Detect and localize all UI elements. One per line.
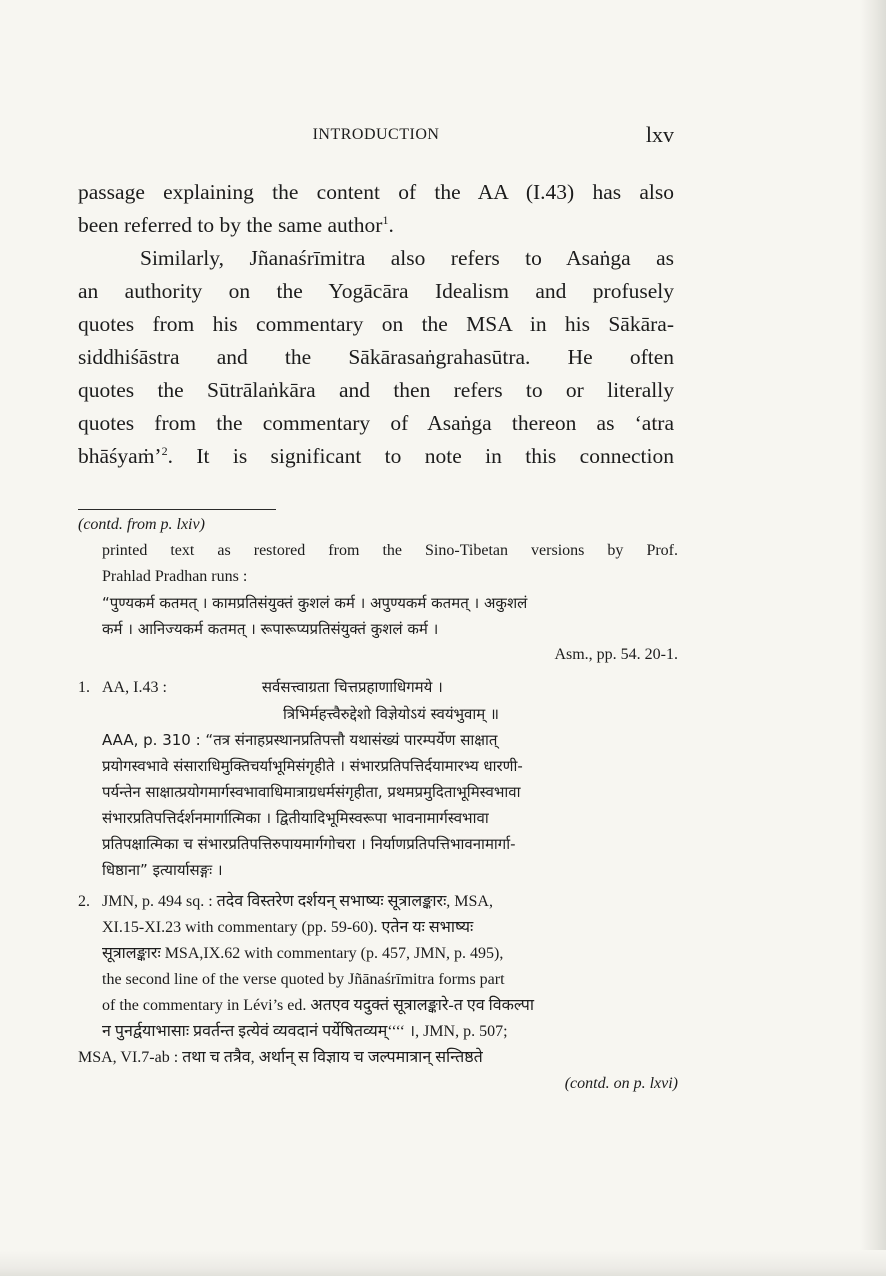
footnote-line: of the commentary in Lévi’s ed. अतएव यदुक्तं सूत्रालङ्कारे-त एव विकल्पा [102,997,535,1014]
running-title: INTRODUCTION [312,126,440,143]
footnote-line: न पुनर्द्वयाभासाः प्रवर्तन्त इत्येवं व्यवदानं पर्येषितव्यम्‘‘‘‘ ।, JMN, p. 507; [102,1023,508,1040]
footnote-marker[interactable]: 1 [382,212,389,227]
text-line: been referred to by the same author$^1$. [78,212,394,237]
footnote-line: Prahlad Pradhan runs : [102,568,248,585]
text-line: quotes the Sūtrālaṅkāra and then refers to or literally [78,378,674,402]
sanskrit-line: धिष्ठाना” इत्यार्यासङ्गः । [102,861,223,879]
footnote-number: 2. [78,893,90,910]
sanskrit-line: प्रयोगस्वभावे संसाराधिमुक्तिचर्याभूमिसंगृहीते । संभारप्रतिपत्तिर्दयामारभ्य धारणी- [102,757,523,775]
verse-line: सर्वसत्त्वाग्रता चित्तप्रहाणाधिगमये । [261,678,443,696]
footnote-line: सूत्रालङ्कारः MSA,IX.62 with commentary (p. 457, JMN, p. 495), [102,945,504,962]
contd-on-note: (contd. on p. lxvi) [564,1075,678,1092]
footnote-line: AAA, p. 310 : “तत्र संनाहप्रस्थानप्रतिपत्तौ यथासंख्यं पारम्पर्येण साक्षात् [102,731,498,749]
text-line: quotes from his commentary on the MSA in his Sākāra- [78,312,674,336]
citation: Asm., pp. 54. 20-1. [554,646,678,663]
text-line: an authority on the Yogācāra Idealism and profusely [78,279,674,303]
contd-from-note: (contd. from p. lxiv) [78,516,205,533]
footnotes [78,512,678,1097]
footnote-line: printed text as restored from the Sino-Tibetan versions by Prof. [102,542,678,559]
text-line: siddhiśāstra and the Sākārasaṅgrahasūtra. He often [78,345,674,369]
footnote-1: 1. AA, I.43 : सर्वसत्त्वाग्रता चित्तप्रहाणाधिगमये । [78,674,678,701]
text-line: quotes from the commentary of Asaṅga thereon as ‘atra [78,411,674,435]
page-bottom-shadow [0,1250,886,1276]
footnote-number: 1. [78,679,90,696]
text-line: passage explaining the content of the AA (I.43) has also [78,180,674,204]
sanskrit-line: संभारप्रतिपत्तिर्दर्शनमार्गात्मिका । द्वितीयादिभूमिस्वरूपा भावनामार्गस्वभावा [102,809,489,827]
footnote-marker[interactable]: 2 [161,443,168,458]
page-edge-shadow [860,0,886,1276]
footnote-line: the second line of the verse quoted by Jñānaśrīmitra forms part [102,971,505,988]
sanskrit-line: पर्यन्तेन साक्षात्प्रयोगमार्गस्वभावाधिमात्राग्रधर्मसंगृहीता, प्रथमप्रमुदिताभूमिस्वभावा [102,783,521,801]
main-text [78,176,674,473]
text-line: Similarly, Jñanaśrīmitra also refers to Asaṅga as [140,246,674,270]
sanskrit-line: कर्म । आनिज्यकर्म कतमत् । रूपारूप्यप्रतिसंयुक्तं कुशलं कर्म । [102,620,439,638]
footnote-rule [78,509,276,510]
verse-line: त्रिभिर्महत्त्वैरुद्देशो विज्ञेयोऽयं स्वयंभुवाम् ॥ [283,705,500,723]
footnote-line: XI.15-XI.23 with commentary (pp. 59-60). एतेन यः सभाष्यः [102,919,474,936]
footnote-line: MSA, VI.7-ab : तथा च तत्रैव, अर्थान् स विज्ञाय च जल्पमात्रान् सन्तिष्ठते [78,1049,483,1066]
page-number: lxv [645,122,674,147]
text-line: bhāśyaṁ’$^2$. It is significant to note in this connection [78,443,674,468]
sanskrit-line: “पुण्यकर्म कतमत् । कामप्रतिसंयुक्तं कुशलं कर्म । अपुण्यकर्म कतमत् । अकुशलं [102,594,528,612]
sanskrit-line: प्रतिपक्षात्मिका च संभारप्रतिपत्तिरुपायमार्गगोचरा । निर्याणप्रतिपत्तिभावनामार्गा- [102,835,516,853]
page-header [78,124,674,150]
footnote-2: 2. JMN, p. 494 sq. : तदेव विस्तरेण दर्शयन् सभाष्यः सूत्रालङ्कारः, MSA, [78,889,678,915]
